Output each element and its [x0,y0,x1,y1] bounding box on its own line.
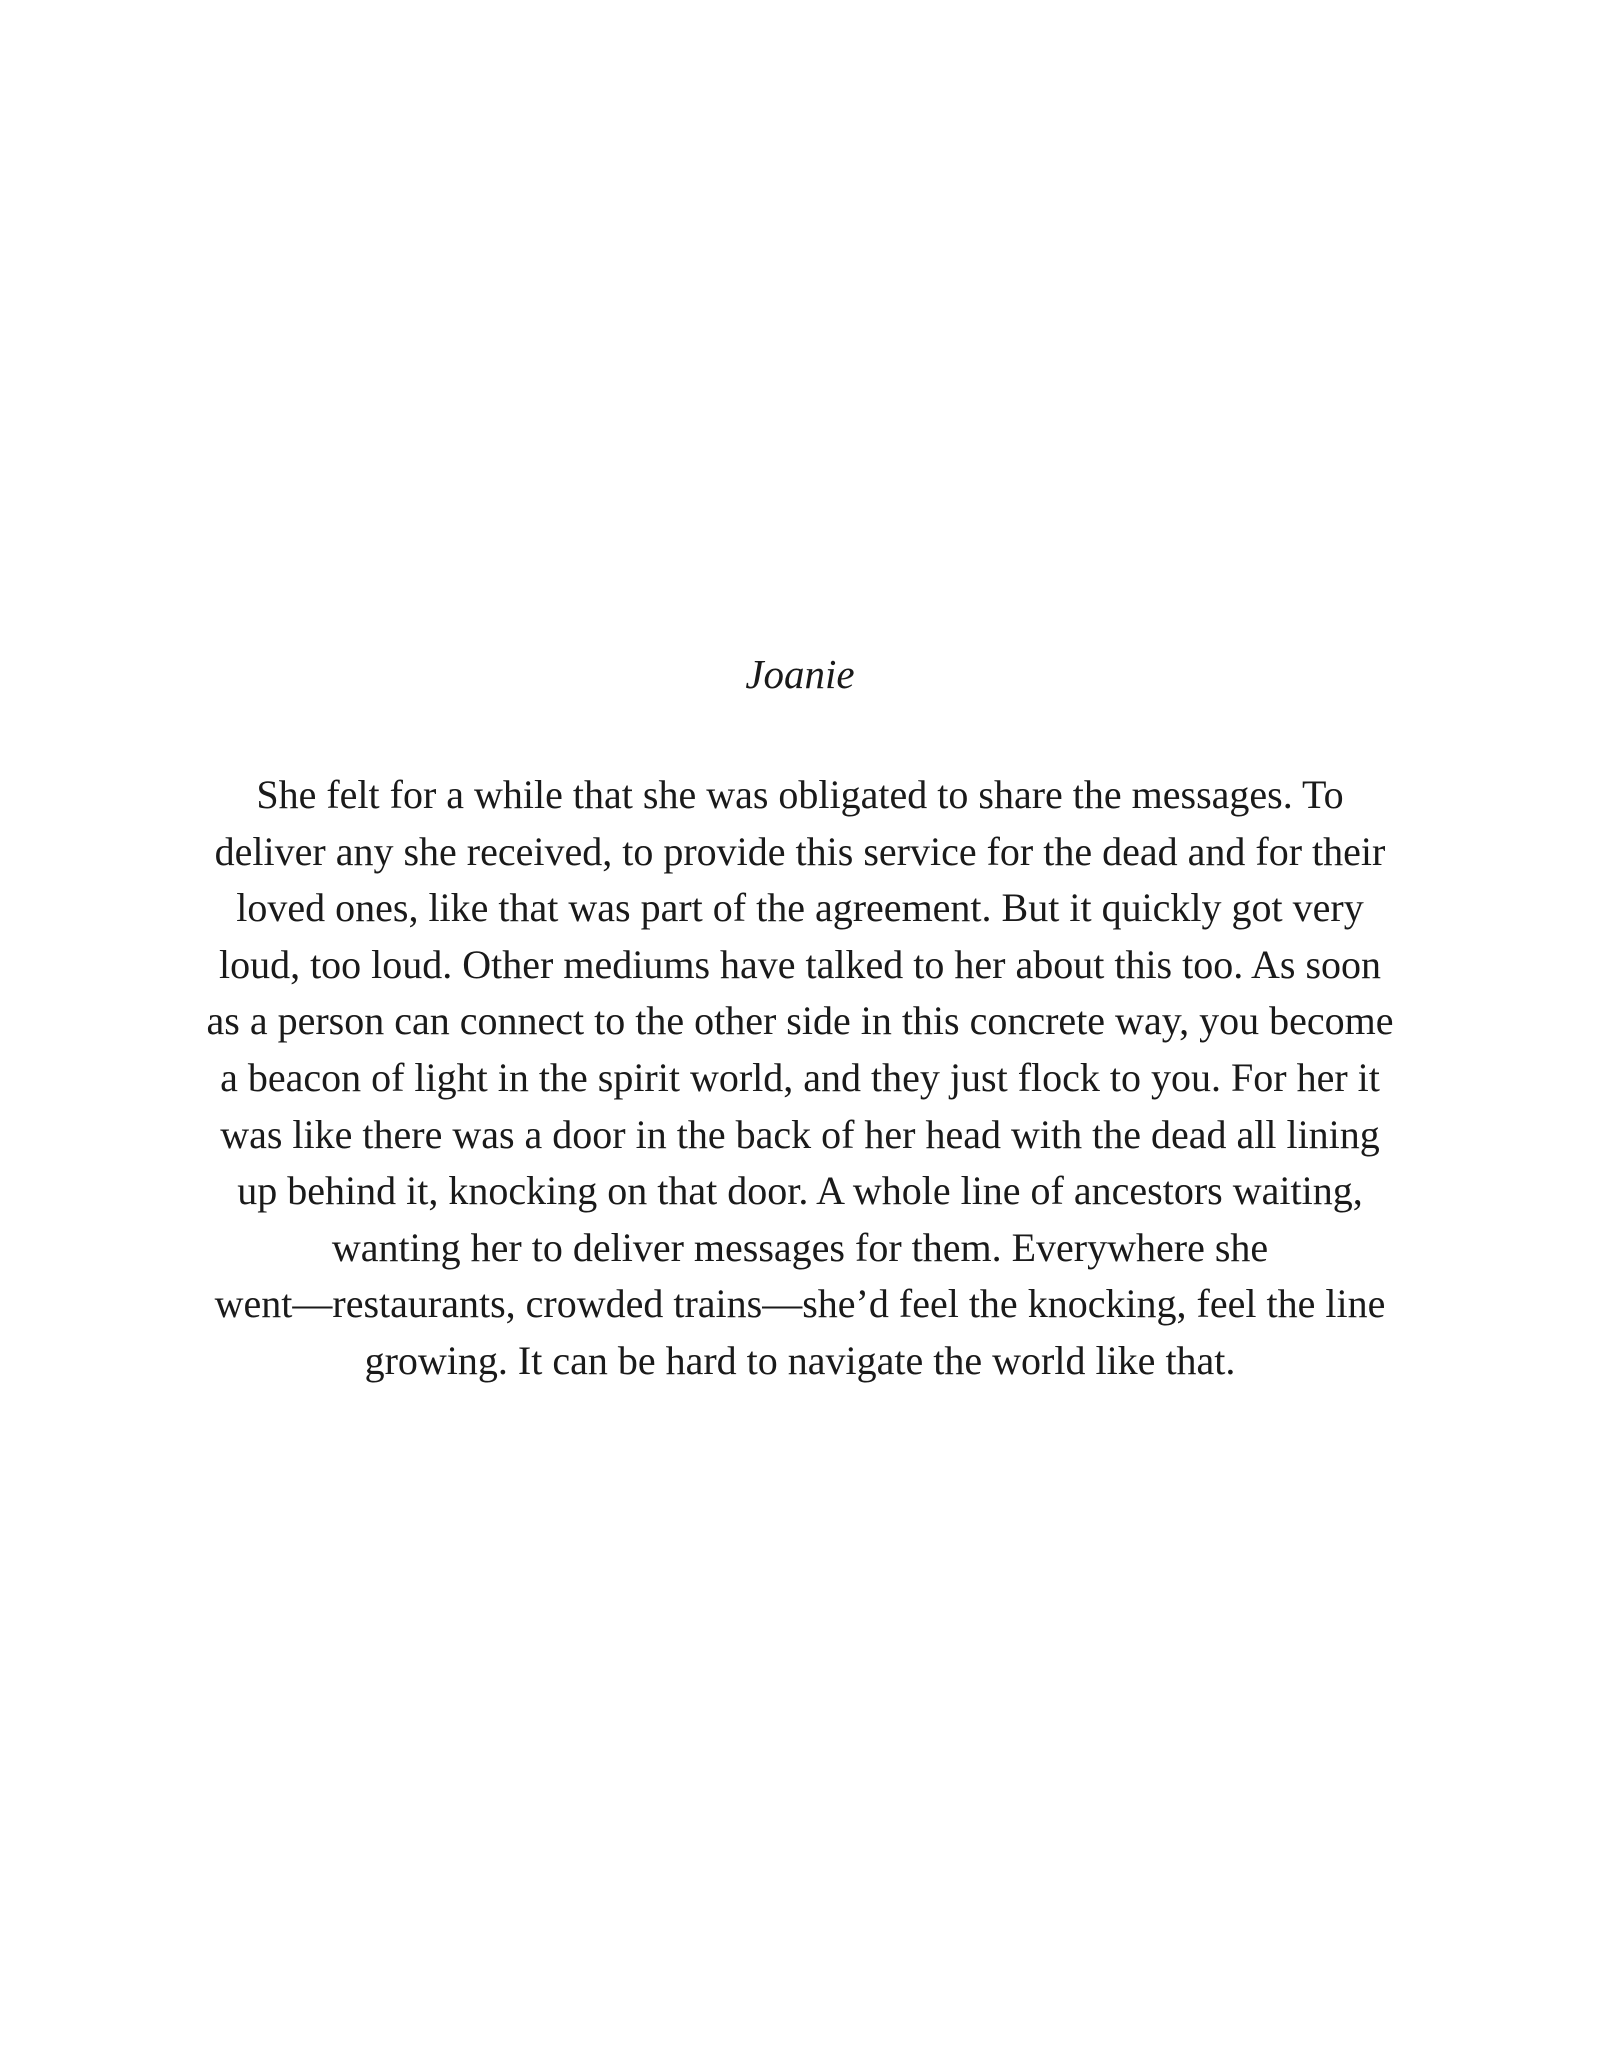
paragraph-line: a beacon of light in the spirit world, and they just flock to you. For her it [220,1054,1380,1100]
paragraph-line: went—restaurants, crowded trains—she’d feel the knocking, feel the line [214,1281,1386,1327]
paragraph-line: was like there was a door in the back of her head with the dead all lining [220,1111,1380,1157]
section-heading: Joanie [745,651,855,697]
paragraph-line: loud, too loud. Other mediums have talked to her about this too. As soon [218,941,1382,987]
paragraph-line: She felt for a while that she was obligated to share the messages. To [256,772,1344,817]
body-paragraph [80,767,1520,1390]
paragraph-line: as a person can connect to the other side in this concrete way, you become [206,998,1394,1044]
paragraph-line: deliver any she received, to provide this service for the dead and for their [214,828,1386,874]
paragraph-line: wanting her to deliver messages for them. Everywhere she [331,1224,1269,1270]
paragraph-line: growing. It can be hard to navigate the world like that. [364,1337,1236,1383]
paragraph-line: loved ones, like that was part of the agreement. But it quickly got very [236,885,1364,931]
paragraph-line: up behind it, knocking on that door. A whole line of ancestors waiting, [237,1168,1363,1214]
